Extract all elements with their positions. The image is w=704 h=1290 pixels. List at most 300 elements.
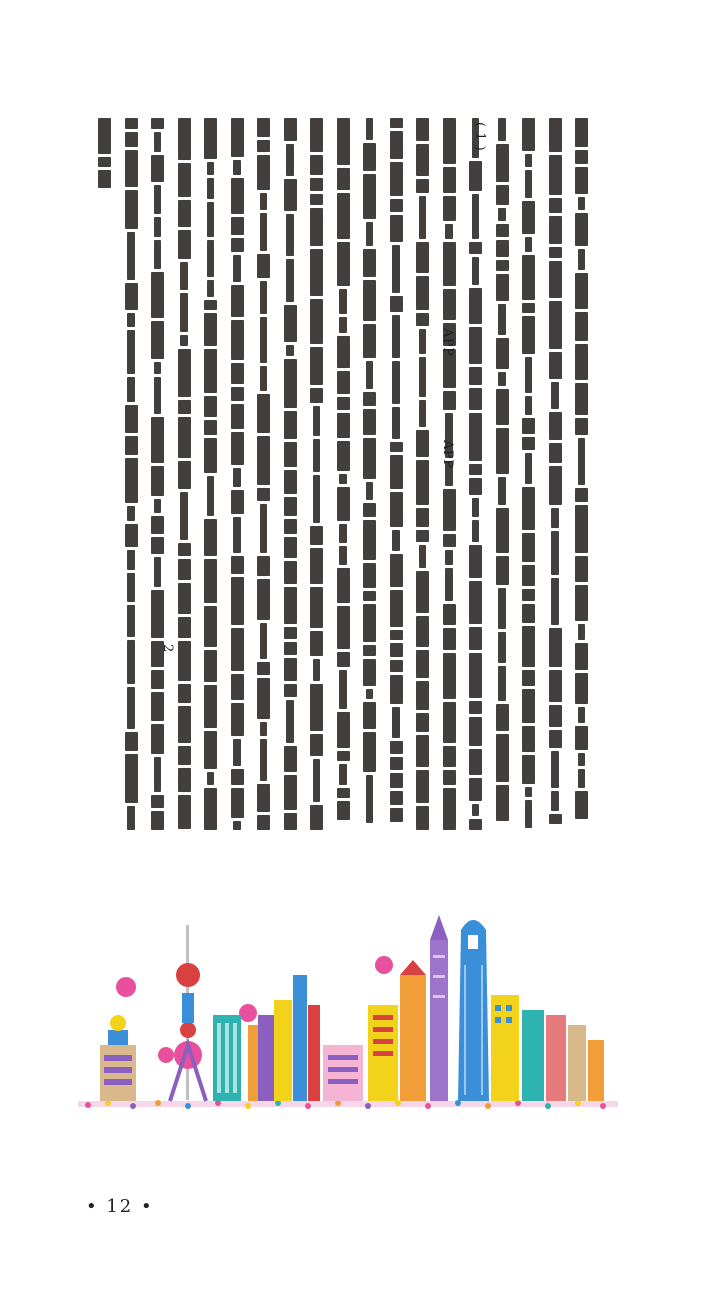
- text-stroke: [151, 516, 164, 534]
- text-stroke: [549, 814, 562, 824]
- text-stroke: [496, 224, 509, 237]
- text-stroke: [416, 242, 429, 273]
- text-stroke: [522, 201, 535, 234]
- text-stroke: [125, 118, 138, 129]
- text-stroke: [419, 545, 427, 568]
- text-stroke: [469, 464, 482, 475]
- text-stroke: [419, 196, 427, 239]
- text-stroke: [257, 662, 270, 675]
- text-stroke: [260, 722, 268, 736]
- text-stroke: [310, 684, 323, 731]
- text-stroke: [233, 821, 241, 830]
- text-stroke: [125, 732, 138, 751]
- text-stroke: [154, 757, 162, 792]
- text-stroke: [310, 299, 323, 344]
- text-stroke: [496, 556, 509, 585]
- text-column: [443, 118, 456, 830]
- text-stroke: [151, 272, 164, 318]
- text-stroke: [443, 489, 456, 531]
- text-stroke: [284, 658, 297, 681]
- text-stroke: [231, 703, 244, 736]
- text-stroke: [578, 707, 586, 723]
- text-stroke: [337, 652, 350, 667]
- text-stroke: [363, 604, 376, 642]
- text-stroke: [310, 208, 323, 246]
- text-stroke: [284, 497, 297, 516]
- text-stroke: [310, 734, 323, 756]
- text-stroke: [178, 118, 191, 160]
- text-stroke: [204, 300, 217, 310]
- text-stroke: [443, 118, 456, 164]
- text-stroke: [522, 316, 535, 354]
- text-stroke: [363, 392, 376, 406]
- text-stroke: [443, 746, 456, 767]
- text-stroke: [178, 706, 191, 743]
- text-stroke: [416, 770, 429, 803]
- text-stroke: [390, 643, 403, 657]
- text-stroke: [390, 455, 403, 489]
- text-stroke: [257, 118, 270, 137]
- text-stroke: [551, 382, 559, 409]
- text-stroke: [125, 190, 138, 229]
- text-stroke: [472, 194, 480, 239]
- text-stroke: [522, 626, 535, 667]
- text-stroke: [390, 162, 403, 196]
- text-stroke: [419, 329, 427, 354]
- text-stroke: [496, 274, 509, 301]
- text-stroke: [207, 202, 215, 237]
- text-stroke: [469, 242, 482, 254]
- text-stroke: [151, 537, 164, 554]
- text-stroke: [416, 144, 429, 176]
- text-stroke: [233, 739, 241, 766]
- text-stroke: [204, 606, 217, 647]
- text-stroke: [443, 653, 456, 699]
- text-stroke: [98, 170, 111, 188]
- text-stroke: [178, 417, 191, 458]
- text-stroke: [337, 487, 350, 521]
- text-stroke: [525, 357, 533, 393]
- text-stroke: [127, 377, 135, 402]
- text-stroke: [469, 327, 482, 364]
- text-stroke: [127, 550, 135, 570]
- text-stroke: [284, 411, 297, 439]
- text-stroke: [522, 755, 535, 784]
- text-stroke: [363, 563, 376, 588]
- text-stroke: [337, 788, 350, 798]
- text-stroke: [204, 313, 217, 346]
- text-stroke: [260, 281, 268, 314]
- text-stroke: [366, 361, 374, 389]
- text-stroke: [284, 642, 297, 655]
- text-stroke: [284, 442, 297, 467]
- text-stroke: [549, 466, 562, 505]
- text-stroke: [443, 702, 456, 743]
- text-stroke: [469, 653, 482, 698]
- text-column: [231, 118, 244, 830]
- text-stroke: [125, 405, 138, 433]
- text-stroke: [231, 178, 244, 214]
- text-stroke: [178, 559, 191, 580]
- text-stroke: [472, 257, 480, 285]
- text-stroke: [231, 387, 244, 401]
- text-stroke: [366, 689, 374, 699]
- text-stroke: [496, 185, 509, 205]
- text-stroke: [233, 468, 241, 487]
- text-stroke: [231, 432, 244, 465]
- text-stroke: [575, 488, 588, 502]
- text-stroke: [260, 366, 268, 391]
- text-stroke: [496, 704, 509, 731]
- text-stroke: [337, 397, 350, 410]
- text-stroke: [390, 630, 403, 640]
- text-stroke: [310, 548, 323, 584]
- text-stroke: [260, 504, 268, 553]
- text-stroke: [178, 461, 191, 489]
- text-stroke: [151, 724, 164, 754]
- text-stroke: [416, 276, 429, 310]
- text-stroke: [522, 689, 535, 723]
- text-stroke: [416, 806, 429, 830]
- text-stroke: [390, 118, 403, 128]
- text-stroke: [151, 692, 164, 721]
- text-column: [125, 118, 138, 830]
- text-stroke: [575, 150, 588, 164]
- text-column: [178, 118, 191, 829]
- text-stroke: [469, 701, 482, 714]
- text-stroke: [498, 477, 506, 505]
- text-stroke: [416, 118, 429, 141]
- text-stroke: [551, 791, 559, 811]
- text-stroke: [310, 587, 323, 628]
- text-stroke: [445, 224, 453, 239]
- text-stroke: [151, 321, 164, 359]
- text-stroke: [127, 806, 135, 830]
- text-stroke: [257, 556, 270, 576]
- text-stroke: [363, 520, 376, 560]
- text-stroke: [392, 707, 400, 738]
- text-stroke: [575, 726, 588, 750]
- text-stroke: [390, 808, 403, 822]
- text-stroke: [575, 167, 588, 194]
- text-stroke: [151, 670, 164, 689]
- text-stroke: [469, 413, 482, 461]
- text-stroke: [313, 439, 321, 472]
- text-stroke: [363, 438, 376, 479]
- text-stroke: [416, 571, 429, 613]
- text-stroke: [207, 476, 215, 516]
- text-stroke: [257, 784, 270, 812]
- text-stroke: [496, 144, 509, 182]
- text-stroke: [231, 577, 244, 625]
- text-stroke: [151, 811, 164, 830]
- text-stroke: [339, 670, 347, 709]
- text-stroke: [498, 588, 506, 629]
- text-stroke: [472, 498, 480, 517]
- text-stroke: [549, 628, 562, 667]
- text-stroke: [178, 200, 191, 227]
- text-stroke: [178, 768, 191, 792]
- text-stroke: [204, 788, 217, 830]
- text-stroke: [575, 383, 588, 415]
- text-stroke: [549, 730, 562, 748]
- vertical-mongolian-text: [80, 118, 588, 830]
- text-stroke: [549, 352, 562, 379]
- text-stroke: [337, 168, 350, 190]
- text-stroke: [575, 673, 588, 704]
- text-stroke: [469, 627, 482, 650]
- text-stroke: [257, 579, 270, 620]
- text-stroke: [366, 222, 374, 246]
- text-stroke: [525, 396, 533, 415]
- text-stroke: [151, 466, 164, 496]
- text-stroke: [498, 632, 506, 663]
- text-stroke: [339, 764, 347, 785]
- text-stroke: [575, 418, 588, 435]
- text-stroke: [127, 232, 135, 280]
- text-stroke: [416, 735, 429, 767]
- text-stroke: [207, 162, 215, 175]
- text-stroke: [469, 478, 482, 495]
- text-stroke: [339, 474, 347, 484]
- text-stroke: [284, 305, 297, 342]
- text-stroke: [178, 543, 191, 556]
- text-stroke: [443, 167, 456, 193]
- text-stroke: [390, 757, 403, 770]
- text-stroke: [257, 254, 270, 278]
- text-stroke: [549, 198, 562, 213]
- ground-flowers: [78, 1100, 618, 1109]
- text-column: [204, 118, 217, 830]
- text-stroke: [443, 770, 456, 785]
- text-stroke: [363, 732, 376, 772]
- text-stroke: [204, 420, 217, 435]
- text-stroke: [549, 301, 562, 349]
- text-stroke: [498, 304, 506, 335]
- text-stroke: [284, 470, 297, 494]
- text-stroke: [231, 118, 244, 157]
- text-stroke: [390, 442, 403, 452]
- text-stroke: [469, 545, 482, 578]
- text-stroke: [390, 660, 403, 672]
- text-stroke: [231, 363, 244, 384]
- text-stroke: [496, 240, 509, 257]
- text-stroke: [310, 249, 323, 296]
- text-stroke: [496, 389, 509, 425]
- text-stroke: [125, 524, 138, 547]
- text-stroke: [231, 674, 244, 700]
- text-stroke: [178, 795, 191, 829]
- text-stroke: [154, 499, 162, 513]
- text-stroke: [549, 118, 562, 152]
- text-stroke: [337, 441, 350, 471]
- text-stroke: [178, 746, 191, 765]
- text-stroke: [284, 684, 297, 697]
- text-stroke: [284, 179, 297, 211]
- text-stroke: [125, 283, 138, 310]
- text-stroke: [257, 678, 270, 719]
- text-stroke: [575, 505, 588, 553]
- text-stroke: [522, 118, 535, 151]
- text-stroke: [522, 589, 535, 601]
- text-stroke: [525, 800, 533, 828]
- text-stroke: [363, 324, 376, 358]
- text-stroke: [284, 775, 297, 810]
- text-stroke: [416, 313, 429, 326]
- text-stroke: [525, 787, 533, 797]
- text-stroke: [363, 645, 376, 656]
- text-stroke: [363, 591, 376, 601]
- text-stroke: [575, 643, 588, 670]
- text-stroke: [575, 118, 588, 147]
- text-stroke: [260, 213, 268, 251]
- text-stroke: [522, 533, 535, 562]
- text-stroke: [204, 438, 217, 473]
- text-stroke: [578, 249, 586, 270]
- text-stroke: [204, 396, 217, 417]
- text-stroke: [390, 131, 403, 159]
- text-stroke: [310, 347, 323, 385]
- text-stroke: [522, 255, 535, 300]
- text-stroke: [443, 628, 456, 650]
- text-stroke: [443, 289, 456, 320]
- text-stroke: [578, 769, 586, 788]
- text-stroke: [178, 230, 191, 259]
- text-stroke: [337, 606, 350, 649]
- text-stroke: [286, 345, 294, 356]
- text-stroke: [578, 438, 586, 485]
- text-stroke: [125, 132, 138, 147]
- text-stroke: [525, 170, 533, 198]
- text-stroke: [207, 772, 215, 785]
- text-stroke: [390, 554, 403, 587]
- text-stroke: [257, 436, 270, 485]
- text-column: [416, 118, 429, 830]
- text-stroke: [363, 249, 376, 277]
- text-stroke: [469, 161, 482, 191]
- text-stroke: [390, 492, 403, 527]
- text-stroke: [260, 193, 268, 210]
- latin-number-2: 2: [160, 644, 175, 653]
- text-stroke: [154, 132, 162, 152]
- text-stroke: [231, 556, 244, 574]
- latin-app-label-2: APP: [440, 440, 455, 469]
- text-stroke: [498, 372, 506, 386]
- text-stroke: [310, 388, 323, 403]
- text-stroke: [578, 753, 586, 766]
- text-stroke: [390, 296, 403, 312]
- text-stroke: [522, 726, 535, 752]
- text-stroke: [231, 769, 244, 785]
- text-stroke: [522, 670, 535, 686]
- text-stroke: [363, 174, 376, 219]
- text-stroke: [127, 330, 135, 374]
- text-stroke: [419, 357, 427, 397]
- text-column: [496, 118, 509, 821]
- text-stroke: [339, 524, 347, 543]
- text-stroke: [366, 118, 374, 140]
- text-stroke: [284, 813, 297, 830]
- text-stroke: [231, 320, 244, 360]
- text-stroke: [284, 587, 297, 624]
- text-stroke: [284, 746, 297, 772]
- text-stroke: [180, 335, 188, 346]
- text-stroke: [337, 336, 350, 368]
- text-stroke: [313, 659, 321, 681]
- text-stroke: [390, 791, 403, 805]
- text-stroke: [337, 801, 350, 820]
- text-stroke: [178, 400, 191, 414]
- text-stroke: [469, 581, 482, 624]
- text-stroke: [339, 317, 347, 333]
- text-stroke: [549, 216, 562, 244]
- text-stroke: [337, 242, 350, 286]
- text-stroke: [522, 487, 535, 530]
- text-stroke: [257, 815, 270, 830]
- text-stroke: [154, 240, 162, 269]
- text-stroke: [392, 245, 400, 293]
- text-stroke: [578, 624, 586, 640]
- text-stroke: [419, 400, 427, 427]
- text-stroke: [496, 260, 509, 271]
- text-stroke: [257, 140, 270, 152]
- text-stroke: [310, 631, 323, 656]
- text-stroke: [469, 367, 482, 385]
- text-stroke: [472, 804, 480, 816]
- text-stroke: [469, 749, 482, 775]
- text-stroke: [525, 154, 533, 167]
- text-stroke: [578, 197, 586, 210]
- text-stroke: [416, 508, 429, 527]
- text-stroke: [207, 178, 215, 199]
- text-stroke: [257, 488, 270, 501]
- text-stroke: [127, 313, 135, 327]
- text-stroke: [207, 240, 215, 277]
- text-stroke: [286, 700, 294, 743]
- text-stroke: [284, 561, 297, 584]
- text-stroke: [551, 508, 559, 528]
- text-stroke: [469, 288, 482, 324]
- text-stroke: [284, 627, 297, 639]
- page-number: • 12 •: [86, 1196, 154, 1217]
- text-stroke: [416, 179, 429, 193]
- text-stroke: [445, 550, 453, 565]
- text-stroke: [337, 568, 350, 603]
- text-stroke: [551, 751, 559, 788]
- text-stroke: [151, 417, 164, 463]
- text-stroke: [231, 217, 244, 235]
- text-stroke: [337, 751, 350, 761]
- text-stroke: [310, 194, 323, 205]
- text-stroke: [310, 118, 323, 152]
- text-stroke: [313, 406, 321, 436]
- text-stroke: [496, 428, 509, 474]
- text-stroke: [390, 590, 403, 627]
- text-stroke: [313, 759, 321, 802]
- text-stroke: [284, 359, 297, 408]
- text-stroke: [178, 583, 191, 614]
- city-skyline-illustration: [78, 905, 618, 1120]
- text-stroke: [575, 585, 588, 621]
- text-column: [337, 118, 350, 820]
- text-column: [284, 118, 297, 830]
- text-stroke: [549, 705, 562, 727]
- text-stroke: [233, 517, 241, 553]
- text-stroke: [178, 349, 191, 397]
- text-stroke: [286, 259, 294, 302]
- text-stroke: [390, 741, 403, 754]
- text-stroke: [204, 118, 217, 159]
